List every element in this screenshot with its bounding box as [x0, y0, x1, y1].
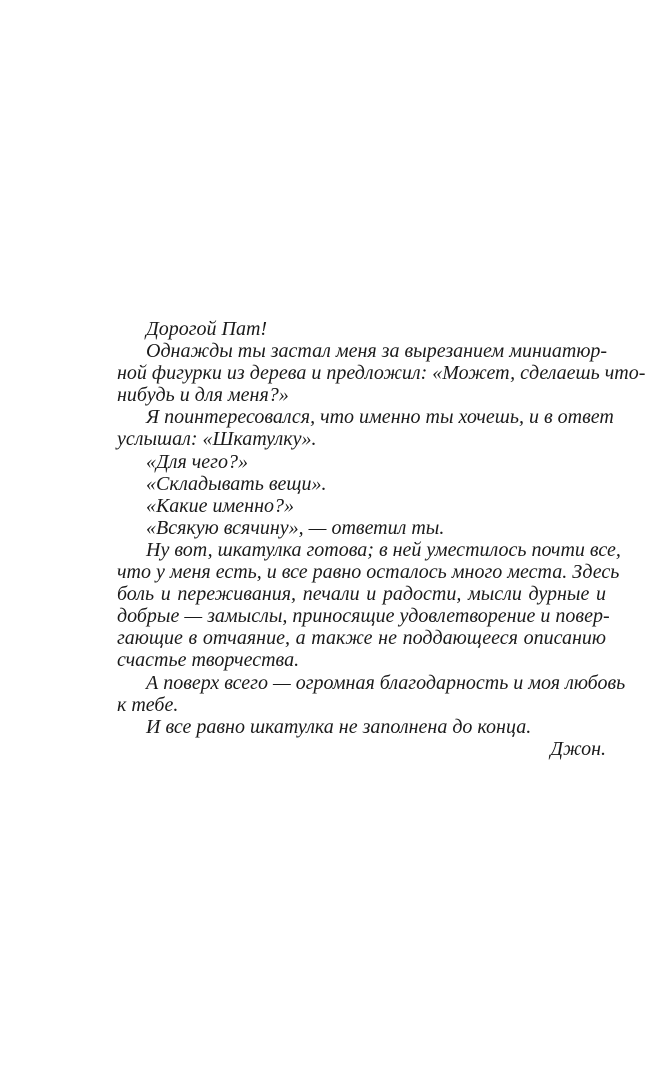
letter-line: нибудь и для меня?» — [117, 384, 289, 407]
letter-line: добрые — замыслы, приносящие удовлетворение и повер- — [117, 605, 610, 628]
letter-line: «Какие именно?» — [146, 494, 294, 517]
letter-line: услышал: «Шкатулку». — [117, 428, 317, 451]
dedication-letter — [117, 318, 646, 760]
letter-line: И все равно шкатулка не заполнена до конца. — [146, 715, 532, 738]
letter-line: «Всякую всячину», — ответил ты. — [146, 516, 445, 539]
letter-line: что у меня есть, и все равно осталось много места. Здесь — [117, 561, 620, 584]
letter-line: гающие в отчаяние, а также не поддающееся описанию — [117, 627, 606, 650]
letter-body — [117, 340, 646, 738]
letter-line: счастье творчества. — [117, 649, 300, 672]
letter-line: «Для чего?» — [146, 450, 248, 473]
letter-line: боль и переживания, печали и радости, мысли дурные и — [117, 583, 606, 606]
signature: Джон. — [550, 737, 606, 760]
letter-line: «Складывать вещи». — [146, 472, 327, 495]
greeting: Дорогой Пат! — [146, 318, 268, 340]
letter-line: ной фигурки из дерева и предложил: «Может, сделаешь что- — [117, 362, 646, 385]
letter-line: к тебе. — [117, 693, 179, 716]
letter-line: Однажды ты застал меня за вырезанием миниатюр- — [146, 340, 608, 363]
letter-line: Ну вот, шкатулка готова; в ней уместилось почти все, — [146, 538, 621, 561]
letter-line: А поверх всего — огромная благодарность и моя любовь — [146, 671, 626, 694]
letter-line: Я поинтересовался, что именно ты хочешь, и в ответ — [146, 406, 614, 429]
